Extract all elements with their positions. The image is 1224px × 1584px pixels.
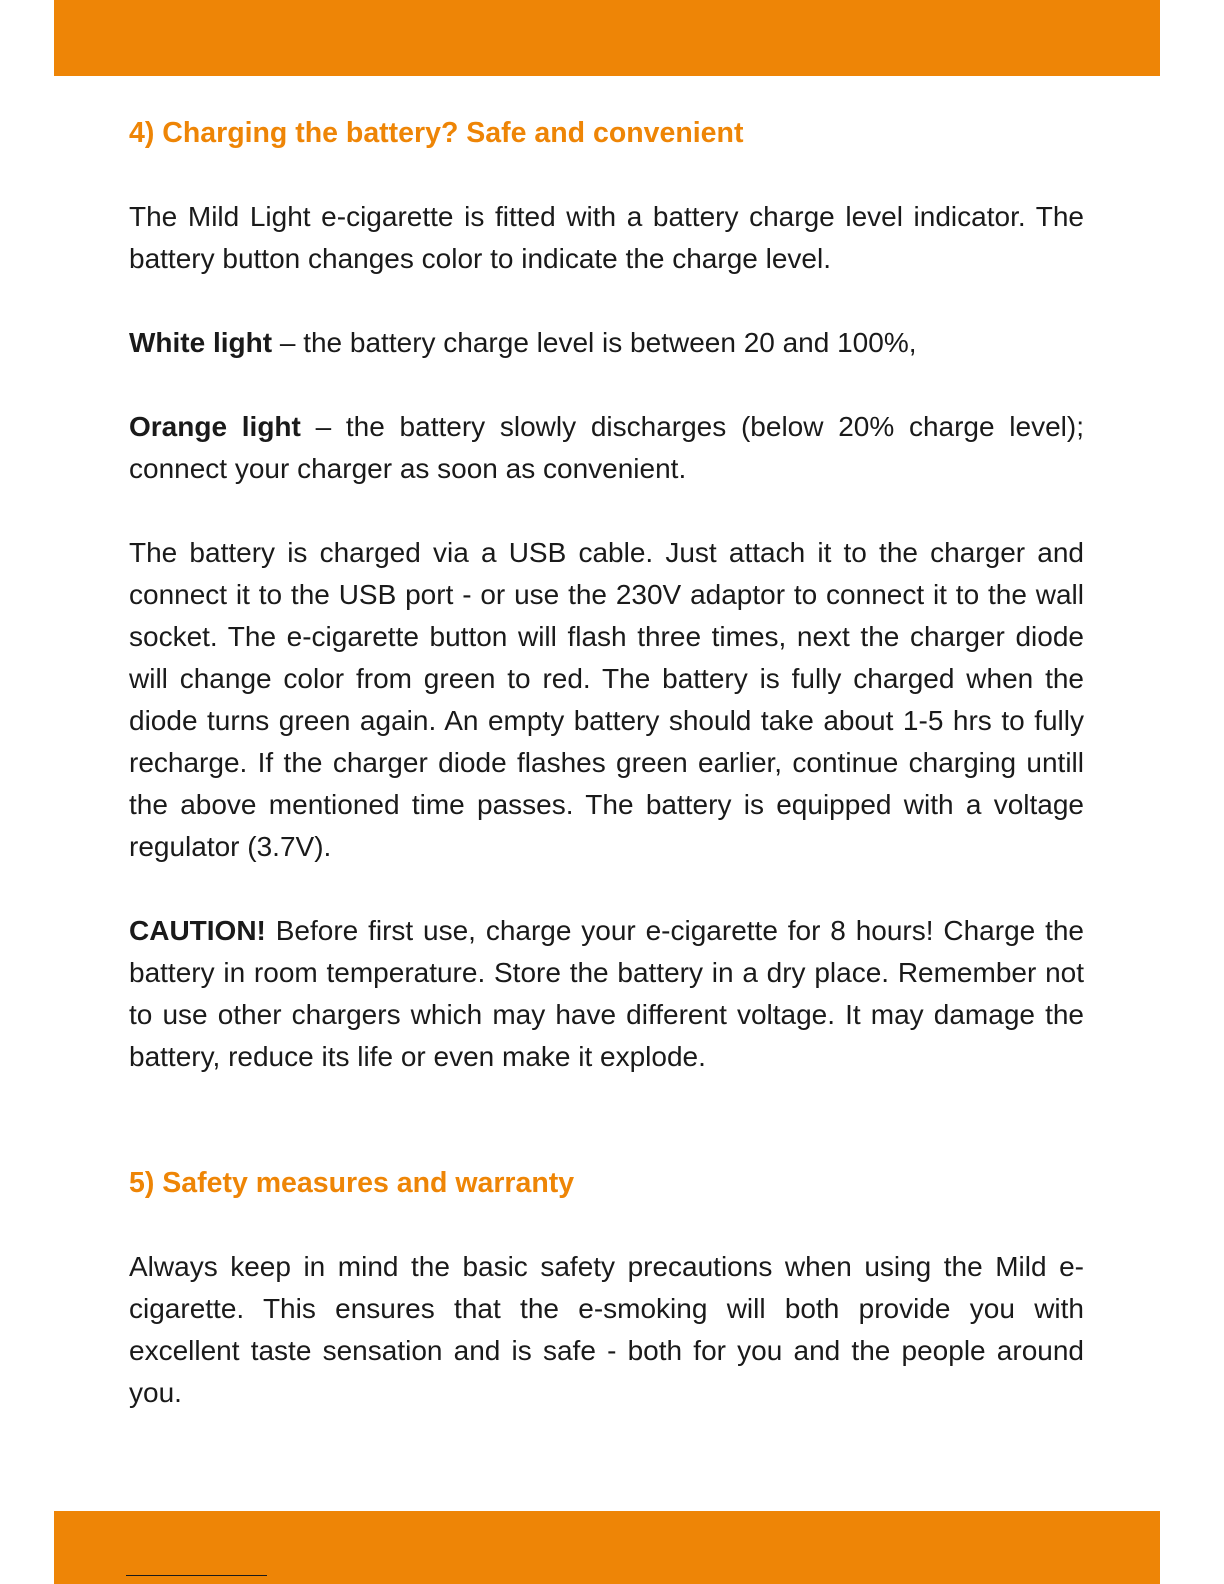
caution-label: CAUTION! [129, 915, 266, 946]
header-band [54, 0, 1160, 76]
section-5-heading: 5) Safety measures and warranty [129, 1167, 575, 1199]
usb-charging-paragraph: The battery is charged via a USB cable. Just attach it to the charger and connect it to the USB port - or use the 230V adaptor to connect it to the wall socket. The e-cigarette button will flash three times, next the charger diode will change color from green to red. The battery is fully charged when the diode turns green again. An empty battery should take about 1-5 hrs to fully recharge. If the charger diode flashes green earlier, continue charging untill the above mentioned time passes. The battery is equipped with a voltage regulator (3.7V). [129, 537, 1084, 862]
orange-light-text: – the battery slowly discharges (below 20% charge level); connect your charger as soon as convenient. [129, 411, 1084, 484]
safety-paragraph: Always keep in mind the basic safety precautions when using the Mild e-cigarette. This ensures that the e-smoking will both provide you with excellent taste sensation and is safe - both for you and the people around you. [129, 1251, 1084, 1408]
footnote-rule [126, 1575, 267, 1576]
orange-light-paragraph [129, 406, 1084, 490]
caution-paragraph [129, 910, 1084, 1078]
charge-indicator-paragraph: The Mild Light e-cigarette is fitted with a battery charge level indicator. The battery button changes color to indicate the charge level. [129, 201, 1084, 274]
white-light-paragraph [129, 322, 1084, 364]
white-light-text: – the battery charge level is between 20 and 100%, [272, 327, 917, 358]
section-4-heading: 4) Charging the battery? Safe and convenient [129, 117, 744, 149]
orange-light-label: Orange light [129, 411, 301, 442]
footer-band [54, 1511, 1160, 1584]
caution-text: Before first use, charge your e-cigarette for 8 hours! Charge the battery in room temperature. Store the battery in a dry place. Remember not to use other chargers which may have different voltage. It may damage the battery, reduce its life or even make it explode. [129, 915, 1084, 1072]
white-light-label: White light [129, 327, 273, 358]
page-content [129, 112, 1084, 1414]
